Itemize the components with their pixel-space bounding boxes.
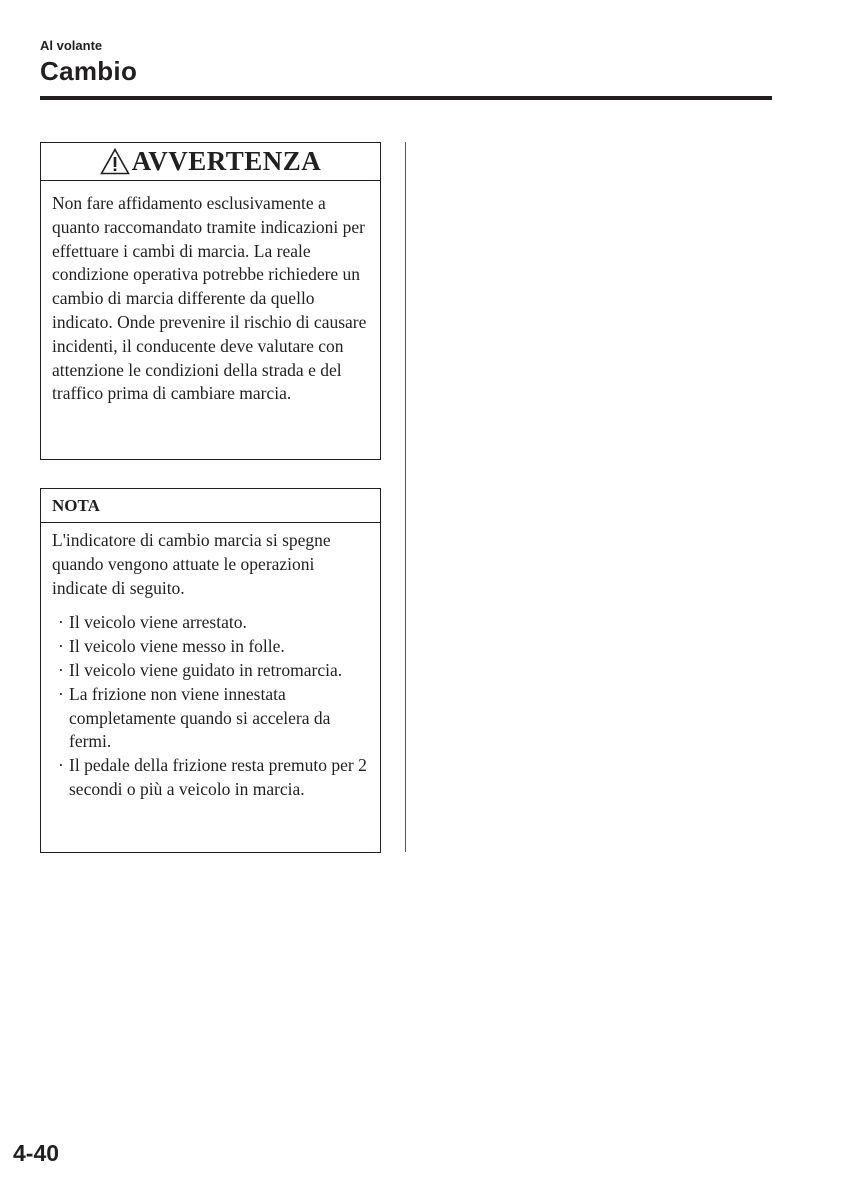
- list-item: [58, 635, 372, 659]
- bullet-icon: ·: [58, 659, 64, 680]
- bullet-icon: ·: [58, 755, 64, 776]
- title-rule: [40, 96, 772, 100]
- note-intro: L'indicatore di cambio marcia si spegne quando vengono attuate le operazioni indicate di seguito.: [52, 530, 331, 598]
- warning-box: [40, 142, 381, 460]
- list-item-text: Il veicolo viene messo in folle.: [69, 636, 285, 657]
- warning-title: AVVERTENZA: [131, 146, 322, 176]
- warning-triangle-icon: [100, 148, 130, 175]
- bullet-icon: ·: [58, 683, 64, 704]
- bullet-icon: ·: [58, 612, 64, 633]
- warning-header: [41, 143, 380, 181]
- list-item-text: La frizione non viene innestata completamente quando si accelera da fermi.: [69, 683, 331, 752]
- list-item: [58, 754, 372, 802]
- list-item: [58, 611, 372, 635]
- note-list: [41, 611, 380, 801]
- breadcrumb: Al volante: [40, 38, 103, 53]
- list-item-text: Il veicolo viene arrestato.: [69, 612, 247, 633]
- note-box: [40, 488, 381, 853]
- list-item: [58, 683, 372, 754]
- note-header: NOTA: [41, 489, 380, 523]
- list-item-text: Il veicolo viene guidato in retromarcia.: [69, 659, 343, 680]
- bullet-icon: ·: [58, 636, 64, 657]
- page-title: Cambio: [40, 56, 138, 86]
- warning-text: Non fare affidamento esclusivamente a quanto raccomandato tramite indicazioni per effettuare i cambi di marcia. La reale condizione operativa potrebbe richiedere un cambio di marcia differente da quello indicato. Onde prevenire il rischio di causare incidenti, il conducente deve valutare con attenzione le condizioni della strada e del traffico prima di cambiare marcia.: [52, 193, 367, 404]
- list-item-text: Il pedale della frizione resta premuto per 2 secondi o più a veicolo in marcia.: [69, 755, 367, 799]
- list-item: [58, 659, 372, 683]
- column-divider: [405, 142, 406, 852]
- page-number: 4-40: [13, 1140, 60, 1166]
